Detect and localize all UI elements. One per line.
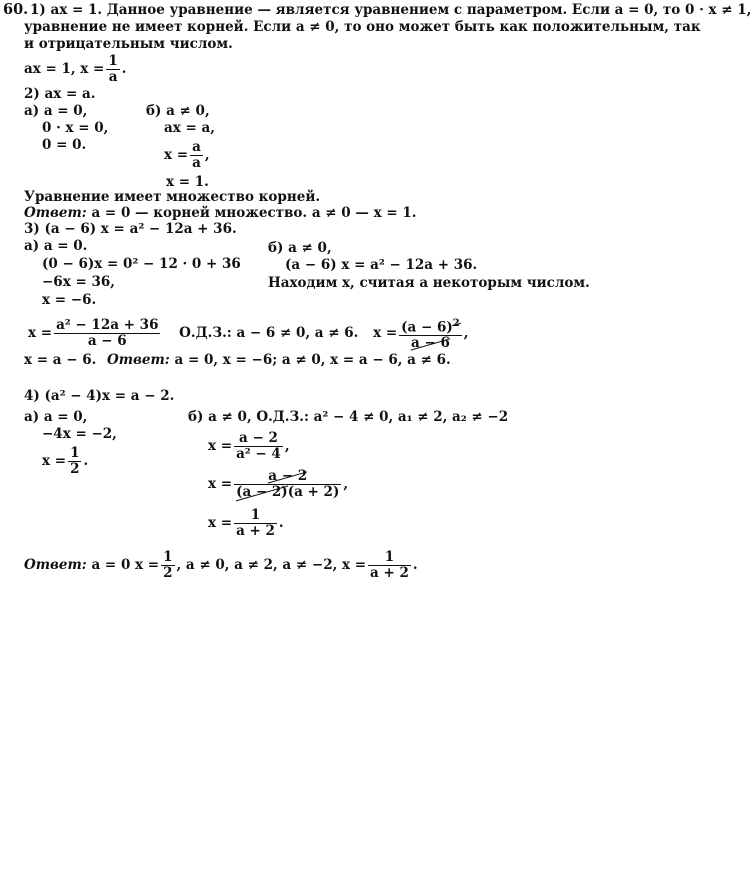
part3-frac2-denominator	[399, 336, 462, 351]
part2-b-line-1: б) a ≠ 0,	[146, 103, 210, 119]
part4-b1-numerator: a − 2	[234, 431, 283, 447]
part2-b-last: x = 1.	[166, 174, 209, 190]
part2-b-line-2: ax = a,	[164, 120, 215, 136]
part4-b3-numerator: 1	[234, 508, 277, 524]
part3-frac1-denominator: a − 6	[87, 333, 127, 349]
part2-answer-label: Ответ:	[24, 205, 87, 221]
part4-header: 4) (a² − 4)x = a − 2.	[24, 388, 175, 404]
part4-a-line-2: −4x = −2,	[42, 426, 117, 442]
part1-intro-line-3: и отрицательным числом.	[24, 36, 233, 52]
part3-a-line-4: x = −6.	[42, 292, 97, 308]
part4-b2-numerator	[234, 469, 341, 485]
part3-frac2-lhs: x =	[373, 325, 398, 341]
part4-answer-fraction-2	[368, 550, 411, 581]
part2-b-frac-denominator: a	[192, 155, 201, 171]
part1-frac-numerator: 1	[108, 53, 118, 69]
part4-a-fraction-line	[42, 443, 88, 479]
part3-frac2-exponent-struck: 2	[452, 317, 460, 329]
part3-answer-label: Ответ:	[107, 352, 170, 368]
part3-a-line-1: а) a = 0.	[24, 238, 88, 254]
part3-b-line-2: (a − 6) x = a² − 12a + 36.	[285, 257, 478, 273]
part1-eq-lhs: ax = 1, x =	[24, 61, 105, 77]
part4-a-line-1: а) a = 0,	[24, 409, 88, 425]
part3-b-line-1: б) a ≠ 0,	[268, 240, 332, 256]
part4-b1-fraction	[234, 431, 283, 462]
part2-b-fraction-line	[164, 138, 210, 172]
part4-b1-denominator: a² − 4	[236, 446, 281, 462]
part3-frac2-numerator	[399, 316, 462, 337]
part3-fraction-1	[54, 318, 160, 349]
part4-b1-after: ,	[284, 438, 290, 454]
part3-frac1-lhs: x =	[28, 325, 53, 341]
part4-b-step-1	[208, 428, 290, 464]
part4-b3-lhs: x =	[208, 515, 233, 531]
part2-a-line-2: 0 · x = 0,	[42, 120, 109, 136]
part3-frac2-numerator-base: (a − 6)	[401, 319, 453, 336]
part4-answer-frac1-numerator: 1	[163, 549, 173, 565]
part1-eq-end: .	[121, 61, 127, 77]
part3-result-start: x = a − 6.	[24, 352, 97, 368]
part4-b2-denominator	[234, 485, 341, 500]
part4-answer	[24, 546, 418, 584]
part3-frac1-numerator: a² − 12a + 36	[56, 317, 159, 333]
part1-frac-denominator: a	[108, 69, 118, 85]
part4-a-frac-denominator: 2	[70, 461, 80, 477]
part4-answer-mid: , a ≠ 0, a ≠ 2, a ≠ −2, x =	[176, 557, 367, 573]
part3-a-line-3: −6x = 36,	[42, 274, 115, 290]
part2-conclusion: Уравнение имеет множество корней.	[24, 189, 321, 205]
part3-frac2-after: ,	[463, 325, 469, 341]
part4-answer-label: Ответ:	[24, 557, 87, 573]
part2-answer-text: a = 0 — корней множество. a ≠ 0 — x = 1.	[91, 205, 417, 221]
part4-b2-lhs: x =	[208, 476, 233, 492]
part3-b-line-3: Находим x, считая a некоторым числом.	[268, 275, 590, 291]
part3-fraction-line	[28, 314, 468, 352]
part4-b-step-3	[208, 505, 284, 541]
part3-odz: О.Д.З.: a − 6 ≠ 0, a ≠ 6.	[179, 325, 359, 341]
part2-a-line-3: 0 = 0.	[42, 137, 87, 153]
part4-answer-start: a = 0 x =	[91, 557, 160, 573]
part4-answer-end: .	[412, 557, 418, 573]
part2-b-frac-numerator: a	[192, 139, 201, 155]
part4-b3-after: .	[278, 515, 284, 531]
part3-result	[24, 352, 451, 368]
part2-answer	[24, 205, 416, 221]
part1-intro-line-1: 1) ax = 1. Данное уравнение — является уравнением с параметром. Если a = 0, то 0 · x ≠ 1,	[30, 2, 751, 18]
part3-frac2-denominator-struck: a − 6	[411, 335, 450, 352]
part4-b2-fraction	[234, 469, 341, 500]
part4-b-step-2	[208, 466, 348, 502]
part4-a-fraction	[68, 446, 81, 477]
part2-b-x-after: ,	[204, 147, 210, 163]
part3-a-line-2: (0 − 6)x = 0² − 12 · 0 + 36	[42, 256, 241, 272]
part4-b2-denominator-struck: (a − 2)	[236, 484, 288, 500]
problem-number: 60.	[3, 1, 29, 18]
part4-answer-frac1-denominator: 2	[163, 565, 173, 581]
part4-b3-denominator: a + 2	[236, 523, 275, 539]
part2-b-x-lhs: x =	[164, 147, 189, 163]
part4-answer-frac2-denominator: a + 2	[370, 565, 409, 581]
part3-answer-text: a = 0, x = −6; a ≠ 0, x = a − 6, a ≠ 6.	[174, 352, 451, 368]
part1-intro-line-2: уравнение не имеет корней. Если a ≠ 0, то оно может быть как положительным, так	[24, 19, 701, 35]
part4-b2-denominator-rest: (a + 2)	[287, 484, 340, 500]
part2-b-fraction	[190, 140, 203, 171]
part4-answer-frac2-numerator: 1	[368, 550, 411, 566]
part2-header: 2) ax = a.	[24, 86, 96, 102]
part4-a-after: .	[83, 453, 89, 469]
part4-b2-after: ,	[343, 476, 349, 492]
part4-b1-lhs: x =	[208, 438, 233, 454]
part3-fraction-2	[399, 316, 462, 352]
part1-fraction	[106, 54, 119, 85]
part3-header: 3) (a − 6) x = a² − 12a + 36.	[24, 221, 237, 237]
part4-answer-fraction-1	[161, 550, 174, 581]
part1-equation	[24, 52, 126, 86]
part4-b3-fraction	[234, 508, 277, 539]
part2-a-line-1: а) a = 0,	[24, 103, 88, 119]
part4-b2-numerator-struck: a − 2	[268, 468, 308, 484]
part4-a-x-lhs: x =	[42, 453, 67, 469]
part4-a-frac-numerator: 1	[70, 445, 80, 461]
part4-b-header: б) a ≠ 0, О.Д.З.: a² − 4 ≠ 0, a₁ ≠ 2, a₂ ≠ −2	[188, 409, 509, 425]
